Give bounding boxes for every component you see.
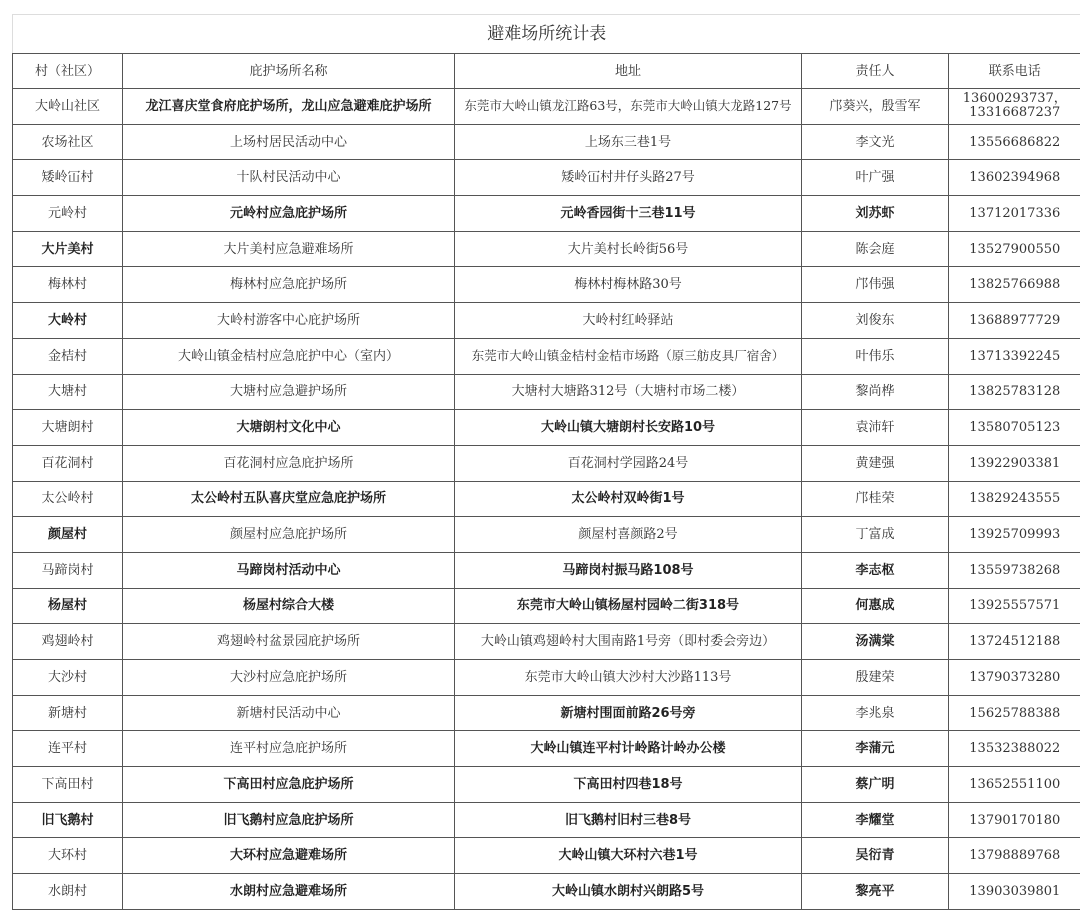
phone-cell: 13602394968: [949, 160, 1080, 196]
person-cell: 黄建强: [802, 445, 949, 481]
person-cell: 黎尚桦: [802, 374, 949, 410]
person-cell: 李耀堂: [802, 802, 949, 838]
address-cell: 百花洞村学园路24号: [455, 445, 802, 481]
table-row: [13, 802, 1080, 838]
address-cell: 东莞市大岭山镇大沙村大沙路113号: [455, 660, 802, 696]
village-cell: 矮岭冚村: [13, 160, 123, 196]
phone-cell: 13724512188: [949, 624, 1080, 660]
table-row: [13, 338, 1080, 374]
table-row: [13, 695, 1080, 731]
person-cell: 吴衍青: [802, 838, 949, 874]
header-address: 地址: [455, 54, 802, 89]
village-cell: 大片美村: [13, 231, 123, 267]
village-cell: 大岭山社区: [13, 89, 123, 125]
person-cell: 陈会庭: [802, 231, 949, 267]
village-cell: 下高田村: [13, 767, 123, 803]
phone-cell: 13559738268: [949, 552, 1080, 588]
address-cell: 东莞市大岭山镇龙江路63号，东莞市大岭山镇大龙路127号: [455, 89, 802, 125]
shelter-name-cell: 龙江喜庆堂食府庇护场所，龙山应急避难庇护场所: [123, 89, 455, 125]
shelter-name-cell: 十队村民活动中心: [123, 160, 455, 196]
shelter-name-cell: 上场村居民活动中心: [123, 124, 455, 160]
person-cell: 邝桂荣: [802, 481, 949, 517]
phone-cell: 15625788388: [949, 695, 1080, 731]
table-row: [13, 588, 1080, 624]
person-cell: 邝葵兴，殷雪军: [802, 89, 949, 125]
village-cell: 大塘村: [13, 374, 123, 410]
shelter-name-cell: 梅林村应急庇护场所: [123, 267, 455, 303]
table-row: [13, 89, 1080, 125]
shelter-name-cell: 大沙村应急庇护场所: [123, 660, 455, 696]
header-phone: 联系电话: [949, 54, 1080, 89]
table-row: [13, 481, 1080, 517]
shelter-name-cell: 马蹄岗村活动中心: [123, 552, 455, 588]
shelter-name-cell: 大塘村应急避护场所: [123, 374, 455, 410]
table-row: [13, 410, 1080, 446]
shelter-name-cell: 新塘村民活动中心: [123, 695, 455, 731]
village-cell: 太公岭村: [13, 481, 123, 517]
person-cell: 李志枢: [802, 552, 949, 588]
village-cell: 旧飞鹅村: [13, 802, 123, 838]
address-cell: 东莞市大岭山镇杨屋村园岭二街318号: [455, 588, 802, 624]
table-row: [13, 517, 1080, 553]
person-cell: 李兆泉: [802, 695, 949, 731]
phone-cell: 13688977729: [949, 303, 1080, 339]
village-cell: 元岭村: [13, 196, 123, 232]
village-cell: 百花洞村: [13, 445, 123, 481]
phone-cell: 13922903381: [949, 445, 1080, 481]
shelter-name-cell: 大岭山镇金桔村应急庇护中心（室内）: [123, 338, 455, 374]
shelter-name-cell: 颜屋村应急庇护场所: [123, 517, 455, 553]
address-cell: 大片美村长岭街56号: [455, 231, 802, 267]
person-cell: 叶伟乐: [802, 338, 949, 374]
address-cell: 大岭山镇水朗村兴朗路5号: [455, 874, 802, 910]
address-cell: 大岭村红岭驿站: [455, 303, 802, 339]
shelter-name-cell: 水朗村应急避难场所: [123, 874, 455, 910]
table-row: [13, 196, 1080, 232]
shelter-name-cell: 连平村应急庇护场所: [123, 731, 455, 767]
header-shelter-name: 庇护场所名称: [123, 54, 455, 89]
header-row: [13, 54, 1080, 89]
address-cell: 旧飞鹅村旧村三巷8号: [455, 802, 802, 838]
person-cell: 袁沛轩: [802, 410, 949, 446]
person-cell: 李蒲元: [802, 731, 949, 767]
address-cell: 大岭山镇大环村六巷1号: [455, 838, 802, 874]
village-cell: 鸡翅岭村: [13, 624, 123, 660]
table-row: [13, 660, 1080, 696]
address-cell: 大岭山镇鸡翅岭村大围南路1号旁（即村委会旁边）: [455, 624, 802, 660]
shelter-name-cell: 大环村应急避难场所: [123, 838, 455, 874]
header-person: 责任人: [802, 54, 949, 89]
table-row: [13, 374, 1080, 410]
address-cell: 东莞市大岭山镇金桔村金桔市场路（原三舫皮具厂宿舍）: [455, 338, 802, 374]
phone-cell: 13556686822: [949, 124, 1080, 160]
village-cell: 大塘朗村: [13, 410, 123, 446]
shelter-name-cell: 鸡翅岭村盆景园庇护场所: [123, 624, 455, 660]
address-cell: 大岭山镇连平村计岭路计岭办公楼: [455, 731, 802, 767]
phone-cell: 13600293737，13316687237: [949, 89, 1080, 125]
phone-cell: 13825783128: [949, 374, 1080, 410]
village-cell: 连平村: [13, 731, 123, 767]
person-cell: 何惠成: [802, 588, 949, 624]
shelter-name-cell: 大塘朗村文化中心: [123, 410, 455, 446]
table-row: [13, 767, 1080, 803]
shelter-name-cell: 百花洞村应急庇护场所: [123, 445, 455, 481]
phone-cell: 13798889768: [949, 838, 1080, 874]
village-cell: 金桔村: [13, 338, 123, 374]
village-cell: 大沙村: [13, 660, 123, 696]
shelter-name-cell: 下高田村应急庇护场所: [123, 767, 455, 803]
village-cell: 杨屋村: [13, 588, 123, 624]
address-cell: 上场东三巷1号: [455, 124, 802, 160]
phone-cell: 13712017336: [949, 196, 1080, 232]
shelter-name-cell: 元岭村应急庇护场所: [123, 196, 455, 232]
phone-cell: 13790373280: [949, 660, 1080, 696]
shelter-table: [12, 14, 1080, 910]
person-cell: 叶广强: [802, 160, 949, 196]
address-cell: 太公岭村双岭街1号: [455, 481, 802, 517]
header-village: 村（社区）: [13, 54, 123, 89]
person-cell: 丁富成: [802, 517, 949, 553]
address-cell: 大岭山镇大塘朗村长安路10号: [455, 410, 802, 446]
phone-cell: 13825766988: [949, 267, 1080, 303]
phone-cell: 13829243555: [949, 481, 1080, 517]
table-row: [13, 874, 1080, 910]
title-row: [13, 15, 1080, 54]
village-cell: 新塘村: [13, 695, 123, 731]
phone-cell: 13527900550: [949, 231, 1080, 267]
address-cell: 马蹄岗村振马路108号: [455, 552, 802, 588]
address-cell: 梅林村梅林路30号: [455, 267, 802, 303]
table-row: [13, 838, 1080, 874]
table-row: [13, 160, 1080, 196]
shelter-name-cell: 杨屋村综合大楼: [123, 588, 455, 624]
phone-cell: 13652551100: [949, 767, 1080, 803]
shelter-statistics-sheet: [12, 14, 1080, 910]
village-cell: 农场社区: [13, 124, 123, 160]
village-cell: 大环村: [13, 838, 123, 874]
table-row: [13, 624, 1080, 660]
table-row: [13, 552, 1080, 588]
address-cell: 矮岭冚村井仔头路27号: [455, 160, 802, 196]
village-cell: 水朗村: [13, 874, 123, 910]
shelter-name-cell: 旧飞鹅村应急庇护场所: [123, 802, 455, 838]
phone-cell: 13532388022: [949, 731, 1080, 767]
person-cell: 刘俊东: [802, 303, 949, 339]
shelter-name-cell: 大片美村应急避难场所: [123, 231, 455, 267]
person-cell: 殷建荣: [802, 660, 949, 696]
person-cell: 李文光: [802, 124, 949, 160]
phone-cell: 13925557571: [949, 588, 1080, 624]
person-cell: 刘苏虾: [802, 196, 949, 232]
village-cell: 大岭村: [13, 303, 123, 339]
address-cell: 颜屋村喜颜路2号: [455, 517, 802, 553]
address-cell: 大塘村大塘路312号（大塘村市场二楼）: [455, 374, 802, 410]
table-row: [13, 445, 1080, 481]
address-cell: 下高田村四巷18号: [455, 767, 802, 803]
person-cell: 黎亮平: [802, 874, 949, 910]
table-row: [13, 267, 1080, 303]
table-title: 避难场所统计表: [13, 15, 1080, 54]
shelter-name-cell: 大岭村游客中心庇护场所: [123, 303, 455, 339]
person-cell: 汤满棠: [802, 624, 949, 660]
person-cell: 蔡广明: [802, 767, 949, 803]
phone-cell: 13790170180: [949, 802, 1080, 838]
table-row: [13, 731, 1080, 767]
table-row: [13, 303, 1080, 339]
shelter-name-cell: 太公岭村五队喜庆堂应急庇护场所: [123, 481, 455, 517]
village-cell: 颜屋村: [13, 517, 123, 553]
table-row: [13, 231, 1080, 267]
table-row: [13, 124, 1080, 160]
address-cell: 元岭香园街十三巷11号: [455, 196, 802, 232]
village-cell: 梅林村: [13, 267, 123, 303]
phone-cell: 13580705123: [949, 410, 1080, 446]
phone-cell: 13903039801: [949, 874, 1080, 910]
address-cell: 新塘村围面前路26号旁: [455, 695, 802, 731]
phone-cell: 13713392245: [949, 338, 1080, 374]
village-cell: 马蹄岗村: [13, 552, 123, 588]
person-cell: 邝伟强: [802, 267, 949, 303]
phone-cell: 13925709993: [949, 517, 1080, 553]
